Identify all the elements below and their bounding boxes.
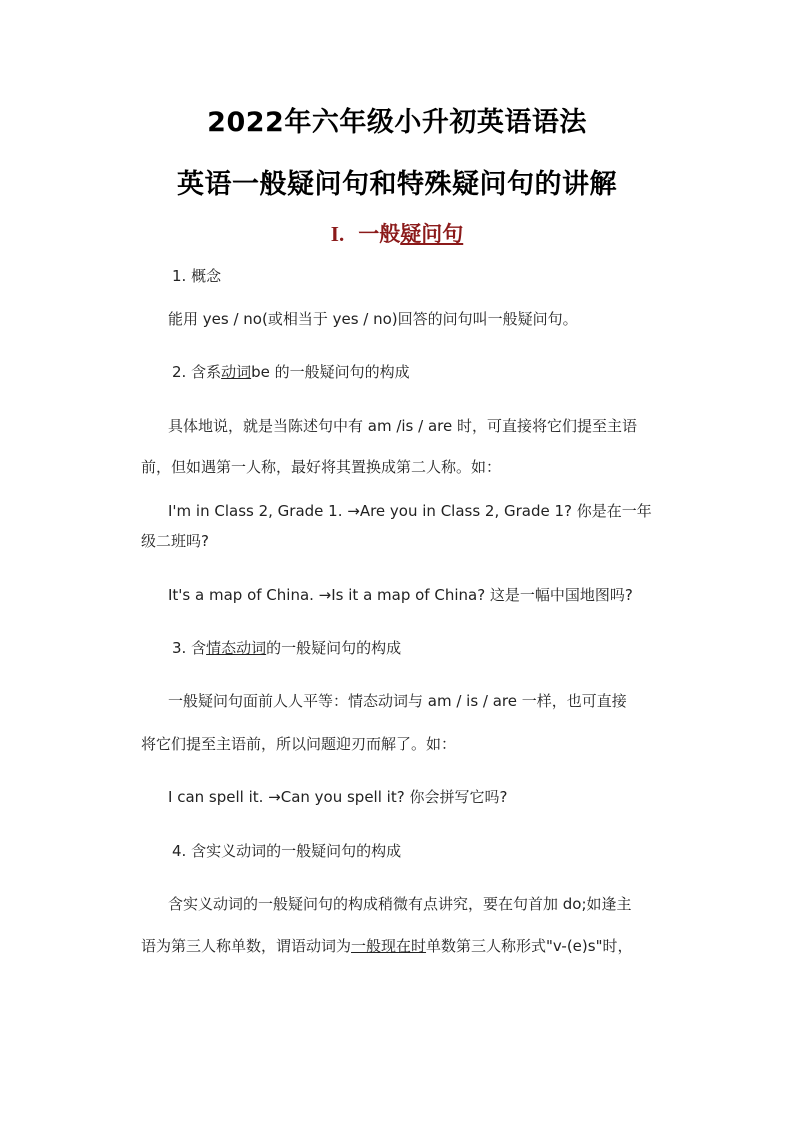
item-1-heading: 1. 概念 — [172, 267, 222, 285]
item-2-heading — [172, 362, 410, 382]
item-3-heading-pre: 3. 含 — [172, 639, 207, 657]
section-title-pre: 一般 — [358, 222, 401, 246]
section-heading — [0, 218, 794, 248]
example-3: I can spell it. →Can you spell it? 你会拼写它吗? — [168, 788, 508, 806]
paragraph-4-line-1: 含实义动词的一般疑问句的构成稍微有点讲究，要在句首加 do;如逢主 — [168, 895, 632, 913]
paragraph-2-line-1: 具体地说，就是当陈述句中有 am /is / are 时，可直接将它们提至主语 — [168, 417, 637, 435]
item-2-heading-pre: 2. 含系 — [172, 363, 222, 381]
paragraph-1: 能用 yes / no(或相当于 yes / no)回答的问句叫一般疑问句。 — [168, 310, 578, 328]
item-4-heading: 4. 含实义动词的一般疑问句的构成 — [172, 842, 402, 860]
example-1-line-2: 级二班吗? — [141, 532, 209, 550]
section-number: I. — [330, 222, 345, 246]
item-3-heading-post: 的一般疑问句的构成 — [266, 639, 402, 657]
paragraph-4-line-2-post: 单数第三人称形式"v-(e)s"时， — [426, 937, 633, 955]
section-title-link[interactable]: 疑问句 — [400, 222, 464, 246]
paragraph-4-line-2-pre: 语为第三人称单数，谓语动词为 — [141, 937, 352, 955]
example-1-line-1: I'm in Class 2, Grade 1. →Are you in Class 2, Grade 1? 你是在一年 — [168, 502, 652, 520]
item-3-link-modal-verb[interactable]: 情态动词 — [206, 639, 267, 657]
paragraph-3-line-1: 一般疑问句面前人人平等：情态动词与 am / is / are 一样，也可直接 — [168, 692, 627, 710]
item-3-heading — [172, 638, 401, 658]
present-simple-link[interactable]: 一般现在时 — [351, 937, 427, 955]
document-title: 2022年六年级小升初英语语法 — [207, 107, 587, 138]
item-2-heading-post: be 的一般疑问句的构成 — [251, 363, 410, 381]
example-2: It's a map of China. →Is it a map of China? 这是一幅中国地图吗? — [168, 586, 633, 604]
document-subtitle: 英语一般疑问句和特殊疑问句的讲解 — [177, 169, 617, 200]
paragraph-3-line-2: 将它们提至主语前，所以问题迎刃而解了。如： — [141, 735, 457, 753]
paragraph-4-line-2 — [141, 936, 632, 956]
item-2-link-verb[interactable]: 动词 — [221, 363, 252, 381]
paragraph-2-line-2: 前，但如遇第一人称，最好将其置换成第二人称。如： — [141, 458, 502, 476]
